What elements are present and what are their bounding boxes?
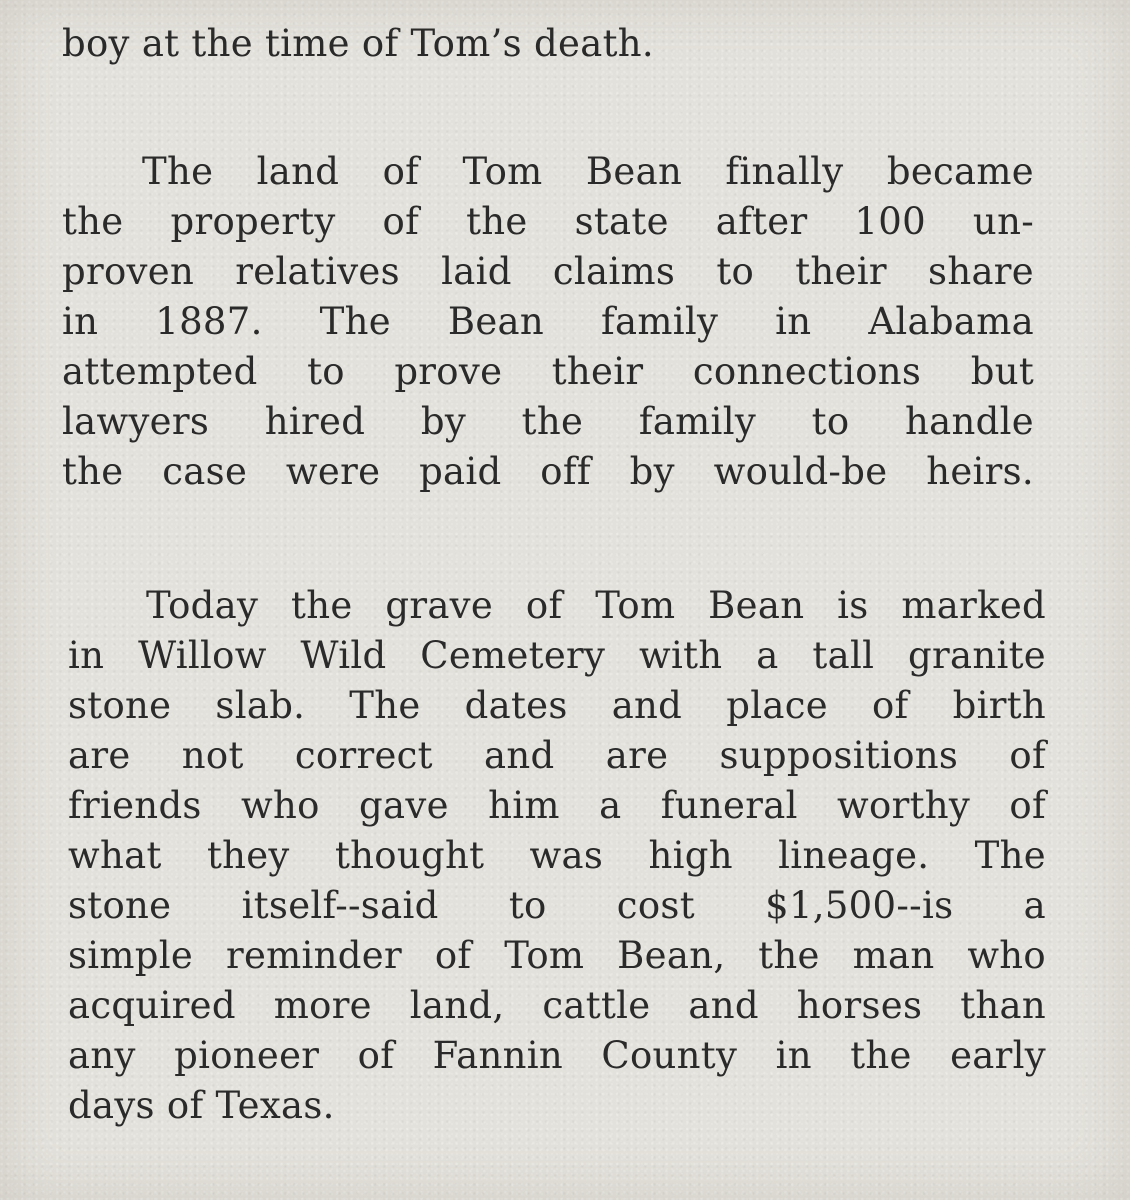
text-line: any pioneer of Fannin County in the early xyxy=(68,1034,1046,1077)
text-line: lawyers hired by the family to handle xyxy=(62,400,1034,443)
text-line: what they thought was high lineage. The xyxy=(68,834,1046,877)
text-line: stone slab. The dates and place of birth xyxy=(68,684,1046,727)
text-line: stone itself--said to cost $1,500--is a xyxy=(68,884,1046,927)
text-line: the case were paid off by would-be heirs. xyxy=(62,450,1034,493)
text-line: in Willow Wild Cemetery with a tall granite xyxy=(68,634,1046,677)
text-line: attempted to prove their connections but xyxy=(62,350,1034,393)
text-line: boy at the time of Tom’s death. xyxy=(62,22,654,65)
text-line: the property of the state after 100 un- xyxy=(62,200,1034,243)
text-line: in 1887. The Bean family in Alabama xyxy=(62,300,1034,343)
text-line: acquired more land, cattle and horses than xyxy=(68,984,1046,1027)
text-line: The land of Tom Bean finally became xyxy=(142,150,1034,193)
text-line: Today the grave of Tom Bean is marked xyxy=(146,584,1046,627)
text-line: proven relatives laid claims to their share xyxy=(62,250,1034,293)
text-line: are not correct and are suppositions of xyxy=(68,734,1046,777)
text-line: friends who gave him a funeral worthy of xyxy=(68,784,1046,827)
text-line: days of Texas. xyxy=(68,1084,335,1127)
text-line: simple reminder of Tom Bean, the man who xyxy=(68,934,1046,977)
